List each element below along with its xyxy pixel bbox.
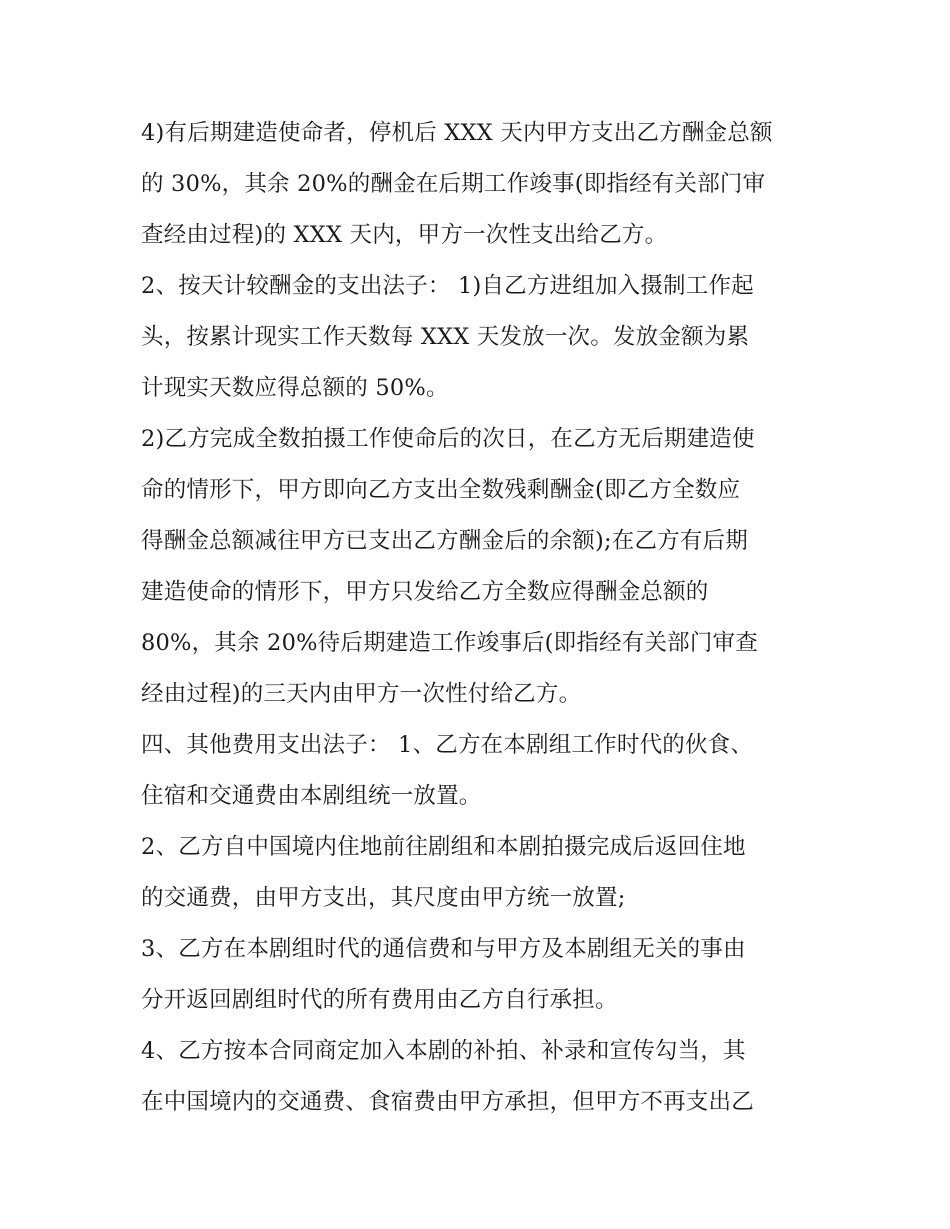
text-line: 4、乙方按本合同商定加入本剧的补拍、补录和宣传勾当，其 [141, 1038, 746, 1064]
text-line: 2)乙方完成全数拍摄工作使命后的次日，在乙方无后期建造使 [141, 426, 755, 452]
text-line: 头，按累计现实工作天数每 XXX 天发放一次。发放金额为累 [141, 324, 750, 350]
document-body [141, 108, 831, 1128]
text-line: 的交通费，由甲方支出，其尺度由甲方统一放置; [141, 885, 626, 911]
text-line: 在中国境内的交通费、食宿费由甲方承担，但甲方不再支出乙 [141, 1089, 754, 1115]
text-line: 4)有后期建造使命者，停机后 XXX 天内甲方支出乙方酬金总额 [141, 120, 773, 146]
text-line: 建造使命的情形下，甲方只发给乙方全数应得酬金总额的 [141, 579, 709, 605]
text-line: 2、乙方自中国境内住地前往剧组和本剧拍摄完成后返回住地 [141, 834, 746, 860]
text-line: 2、按天计较酬金的支出法子： 1)自乙方进组加入摄制工作起 [141, 273, 754, 299]
text-line: 计现实天数应得总额的 50%。 [141, 375, 449, 401]
text-line: 住宿和交通费由本剧组统一放置。 [141, 783, 482, 809]
text-line: 四、其他费用支出法子： 1、乙方在本剧组工作时代的伙食、 [141, 732, 754, 758]
text-line: 的 30%，其余 20%的酬金在后期工作竣事(即指经有关部门审 [141, 171, 766, 197]
text-line: 80%，其余 20%待后期建造工作竣事后(即指经有关部门审查 [141, 630, 758, 656]
text-line: 得酬金总额减往甲方已支出乙方酬金后的余额);在乙方有后期 [141, 528, 748, 554]
text-line: 3、乙方在本剧组时代的通信费和与甲方及本剧组无关的事由 [141, 936, 746, 962]
text-line: 查经由过程)的 XXX 天内，甲方一次性支出给乙方。 [141, 222, 668, 248]
text-line: 分开返回剧组时代的所有费用由乙方自行承担。 [141, 987, 618, 1013]
text-line: 命的情形下，甲方即向乙方支出全数残剩酬金(即乙方全数应 [141, 477, 741, 503]
text-line: 经由过程)的三天内由甲方一次性付给乙方。 [141, 681, 582, 707]
